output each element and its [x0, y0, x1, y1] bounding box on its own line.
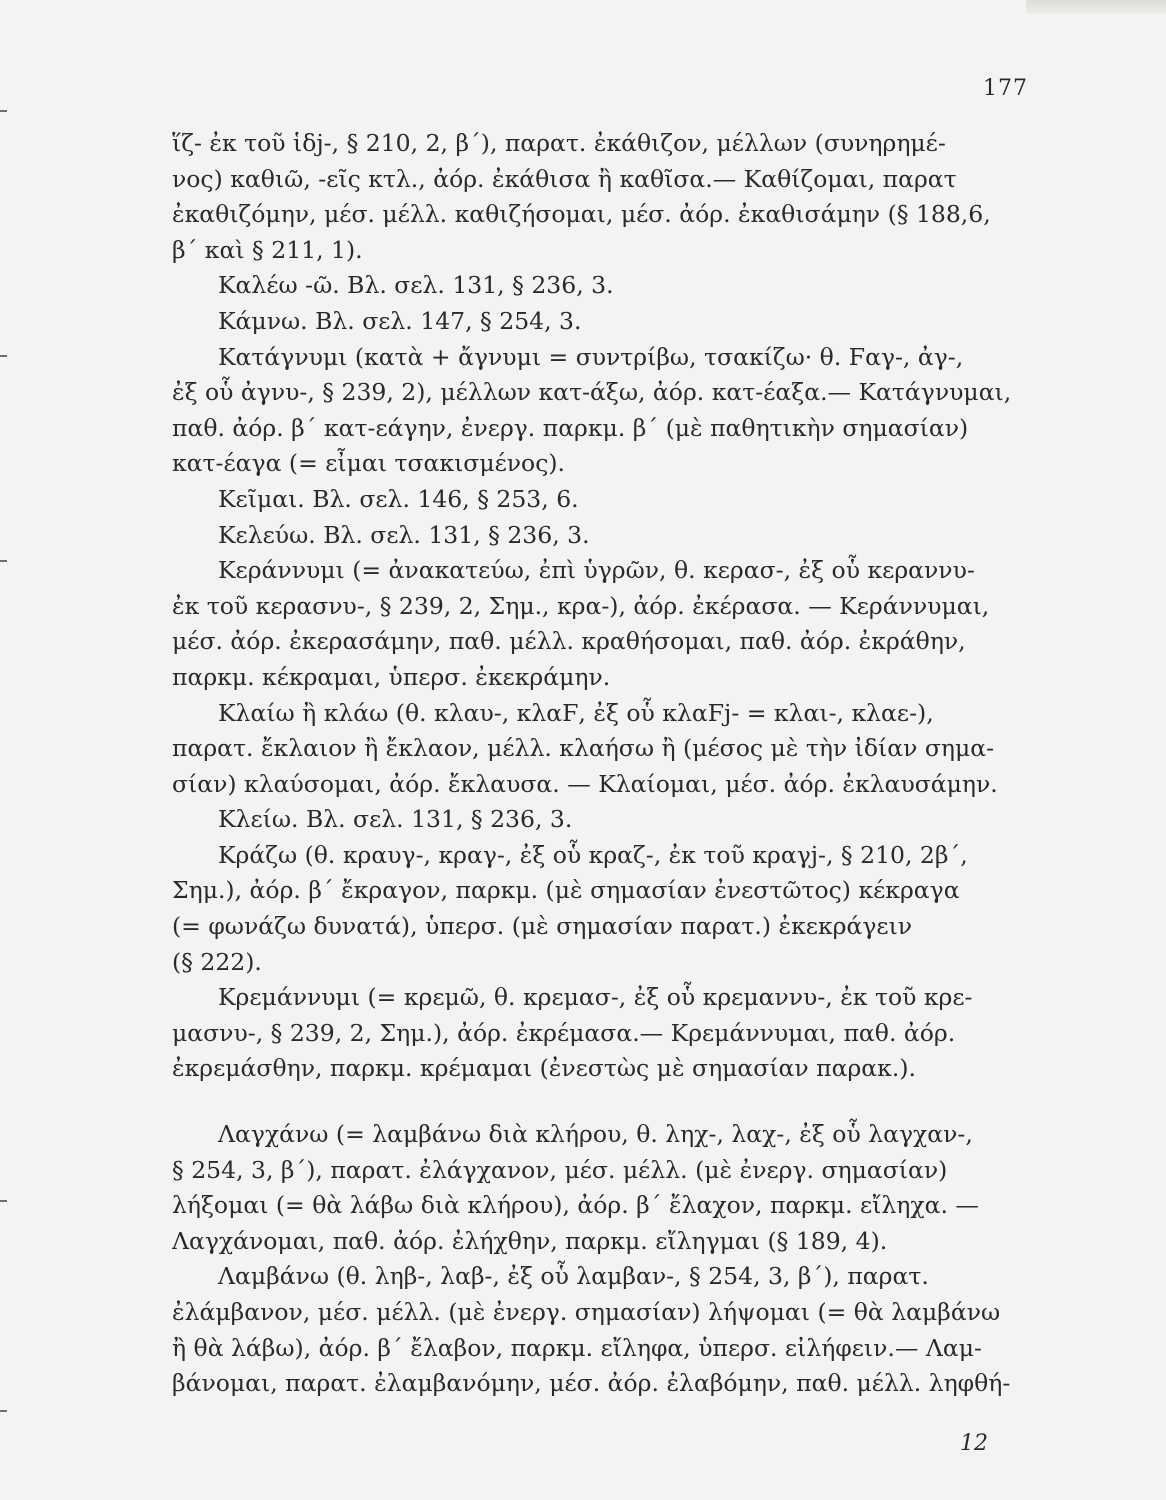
text-line: παρατ. ἔκλαιον ἢ ἔκλαον, μέλλ. κλαήσω ἢ (μέσος μὲ τὴν ἰδίαν σημα- — [172, 734, 995, 763]
text-line: (§ 222). — [172, 947, 262, 976]
text-line: ἐξ οὗ ἀγνυ-, § 239, 2), μέλλων κατ-άξω, ἀόρ. κατ-έαξα.— Κατάγνυμαι, — [172, 378, 1012, 407]
entry-line: Κλαίω ἢ κλάω (θ. κλαυ-, κλαϜ, ἐξ οὗ κλαϜj- = κλαι-, κλαε-), — [218, 698, 934, 727]
entry-line: Κατάγνυμι (κατὰ + ἄγνυμι = συντρίβω, τσακίζω· θ. Ϝαγ-, ἀγ-, — [218, 342, 964, 371]
entry-line: Κεράννυμι (= ἀνακατεύω, ἐπὶ ὑγρῶν, θ. κερασ-, ἐξ οὗ κεραννυ- — [218, 556, 975, 585]
text-line: παρκμ. κέκραμαι, ὑπερσ. ἐκεκράμην. — [172, 662, 611, 691]
text-line: ἐκ τοῦ κερασνυ-, § 239, 2, Σημ., κρα-), ἀόρ. ἐκέρασα. — Κεράννυμαι, — [172, 591, 990, 620]
entry-line: Κράζω (θ. κραυγ-, κραγ-, ἐξ οὗ κραζ-, ἐκ τοῦ κραγj-, § 210, 2β΄, — [218, 840, 968, 869]
lexicon-text-block — [172, 126, 1027, 1402]
text-line: μέσ. ἀόρ. ἐκερασάμην, παθ. μέλλ. κραθήσομαι, παθ. ἀόρ. ἐκράθην, — [172, 627, 966, 656]
text-line: ἐλάμβανον, μέσ. μέλλ. (μὲ ἐνεργ. σημασίαν) λήψομαι (= θὰ λαμβάνω — [172, 1298, 1001, 1326]
text-line: ἵζ- ἐκ τοῦ ἱδj-, § 210, 2, β΄), παρατ. ἐκάθιζον, μέλλων (συνηρημέ- — [172, 129, 946, 157]
entry-line: Κλείω. Βλ. σελ. 131, § 236, 3. — [218, 805, 573, 834]
entry-line: Κελεύω. Βλ. σελ. 131, § 236, 3. — [218, 520, 590, 549]
scan-edge-shadow — [1026, 0, 1166, 14]
text-line: Σημ.), ἀόρ. β΄ ἔκραγον, παρκμ. (μὲ σημασίαν ἐνεστῶτος) κέκραγα — [172, 876, 960, 905]
entry-line: Κεῖμαι. Βλ. σελ. 146, § 253, 6. — [218, 484, 579, 513]
text-line: μασνυ-, § 239, 2, Σημ.), ἀόρ. ἐκρέμασα.— Κρεμάννυμαι, παθ. ἀόρ. — [172, 1018, 956, 1047]
text-line: νος) καθιῶ, -εῖς κτλ., ἀόρ. ἐκάθισα ἢ καθῖσα.— Καθίζομαι, παρατ — [172, 164, 957, 193]
page-number: 177 — [983, 76, 1028, 101]
entry-line: Λαγχάνω (= λαμβάνω διὰ κλήρου, θ. ληχ-, λαχ-, ἐξ οὗ λαγχαν-, — [218, 1120, 973, 1149]
text-line: βάνομαι, παρατ. ἐλαμβανόμην, μέσ. ἀόρ. ἐλαβόμην, παθ. μέλλ. ληφθή- — [172, 1369, 1011, 1398]
scan-edge-mark — [0, 1410, 7, 1412]
text-line: κατ-έαγα (= εἶμαι τσακισμένος). — [172, 449, 566, 478]
text-line: § 254, 3, β΄), παρατ. ἐλάγχανον, μέσ. μέλλ. (μὲ ἐνεργ. σημασίαν) — [172, 1155, 948, 1184]
text-line: σίαν) κλαύσομαι, ἀόρ. ἔκλαυσα. — Κλαίομαι, μέσ. ἀόρ. ἐκλαυσάμην. — [172, 769, 998, 798]
entry-line: Καλέω -ῶ. Βλ. σελ. 131, § 236, 3. — [218, 271, 614, 300]
scan-edge-mark — [0, 110, 7, 112]
text-line: Λαγχάνομαι, παθ. ἀόρ. ἐλήχθην, παρκμ. εἴληγμαι (§ 189, 4). — [172, 1226, 888, 1255]
entry-line: Κρεμάννυμι (= κρεμῶ, θ. κρεμασ-, ἐξ οὗ κρεμαννυ-, ἐκ τοῦ κρε- — [218, 983, 973, 1012]
text-line: ἐκρεμάσθην, παρκμ. κρέμαμαι (ἐνεστὼς μὲ σημασίαν παρακ.). — [172, 1054, 916, 1083]
text-line: (= φωνάζω δυνατά), ὑπερσ. (μὲ σημασίαν παρατ.) ἐκεκράγειν — [172, 912, 913, 941]
signature-mark: 12 — [960, 1431, 988, 1456]
scan-edge-mark — [0, 560, 7, 562]
entry-line: Λαμβάνω (θ. ληβ-, λαβ-, ἐξ οὗ λαμβαν-, § 254, 3, β΄), παρατ. — [218, 1262, 929, 1291]
text-line: λήξομαι (= θὰ λάβω διὰ κλήρου), ἀόρ. β΄ ἔλαχον, παρκμ. εἴληχα. — — [172, 1191, 979, 1220]
text-line: ἐκαθιζόμην, μέσ. μέλλ. καθιζήσομαι, μέσ. ἀόρ. ἐκαθισάμην (§ 188,6, — [172, 200, 991, 229]
scan-edge-mark — [0, 1200, 7, 1202]
entry-line: Κάμνω. Βλ. σελ. 147, § 254, 3. — [218, 306, 582, 335]
text-line: β΄ καὶ § 211, 1). — [172, 235, 363, 264]
scan-edge-mark — [0, 355, 7, 357]
text-line: παθ. ἀόρ. β΄ κατ-εάγην, ἐνεργ. παρκμ. β΄ (μὲ παθητικὴν σημασίαν) — [172, 413, 969, 442]
text-line: ἢ θὰ λάβω), ἀόρ. β΄ ἔλαβον, παρκμ. εἴληφα, ὑπερσ. εἰλήφειν.— Λαμ- — [172, 1333, 982, 1362]
